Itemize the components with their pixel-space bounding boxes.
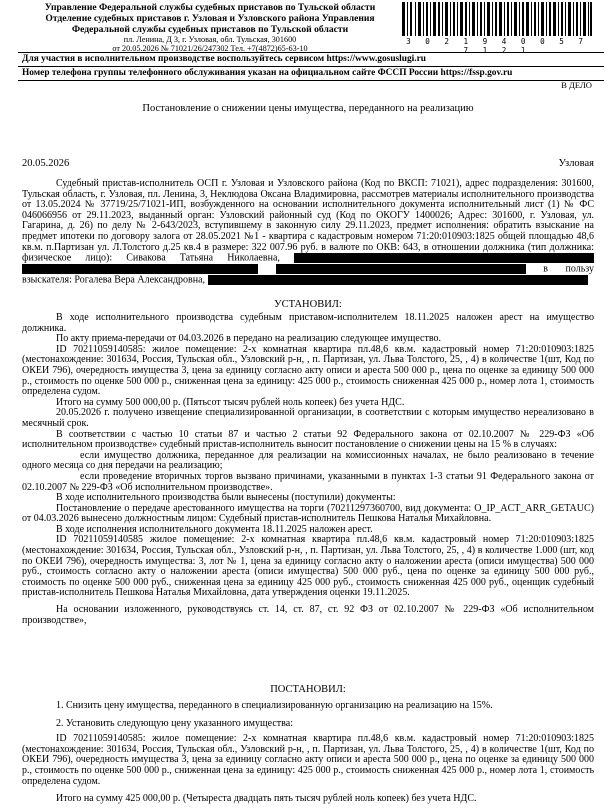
established-section — [22, 313, 594, 626]
established-paragraph: Итого на сумму 500 000,00 р. (Пятьсот тысяч рублей ноль копеек) без учета НДС. — [56, 396, 405, 408]
header-divider — [18, 52, 604, 53]
address-line: пл. Ленина, Д 3, г. Узловая, обл. Тульская, 301600 — [123, 35, 297, 44]
address-line: от 20.05.2026 № 71021/26/247302 Тел. +7(4872)65-63-10 — [112, 44, 308, 54]
established-paragraph: В ходе исполнительного производства были вынесены (поступили) документы: — [56, 492, 396, 504]
established-paragraph: если проведение вторичных торгов вызвано причинами, указанными в пунктах 1-3 статьи 91 Федерального закона от 02.10.2007 № 229-ФЗ «Об исполнительном производстве». — [22, 470, 594, 493]
filing-stamp: В ДЕЛО — [561, 80, 592, 90]
established-paragraph: ID 70211059140585: жилое помещение: 2-х комнатная квартира пл.48,6 кв.м. кадастровый номер 71:20:010903:1825 (местонахождение: 301634, Россия, Тульская обл., Узловский р-н, , п. Партизан, ул. Льва Толстого, 25, , 4) в количестве 1(шт, Код по ОКЕИ 796), очередность имущества 3, цена за единицу согласно акту описи и ареста 500 000 р., цена по оценке за единицу 500 000 р., стоимость по оценке 500 000 р., сниженная цена за единицу: 425 000 р., стоимость сниженная 425 000 р., номер лота 1, стоимость определена судом. — [22, 343, 594, 398]
established-paragraph: если имущество должника, переданное для реализации на комиссионных началах, не было реализовано в течение одного месяца со дня передачи на реализацию; — [22, 449, 594, 472]
document-city: Узловая — [558, 158, 594, 169]
resolved-paragraph: 1. Снизить цену имущества, переданного в специализированную организацию на реализацию на 15%. — [56, 700, 493, 711]
creditor-lead: в пользу взыскателя: — [22, 263, 595, 286]
resolved-heading: ПОСТАНОВИЛ: — [270, 684, 346, 695]
document-title: Постановление о снижении цены имущества, переданного на реализацию — [142, 103, 474, 114]
established-paragraph: В ходе исполнительного производства судебным приставом-исполнителем 18.11.2025 наложен арест на имущество должника. — [22, 312, 594, 334]
issuing-authority — [22, 3, 398, 35]
established-paragraph: На основании изложенного, руководствуясь ст. 14, ст. 87, ст. 92 ФЗ от 02.10.2007 № 229-ФЗ «Об исполнительном производстве», — [22, 604, 594, 626]
established-paragraph: Постановление о передаче арестованного имущества на торги (70211297360700, вид документа: O_IP_ACT_ARR_GETAUC) от 04.03.2026 вынесено должностным лицом: Судебный пристав-исполнитель Пешкова Наталья Михайловна. — [22, 502, 594, 525]
intro-text: Судебный пристав-исполнитель ОСП г. Узловая и Узловского района (Код по ВКСП: 71021), адрес подразделения: 301600, Тульская область, г. Узловая, пл. Ленина, 3, Неклюдова Оксана Владимировна, рассмотрев материалы исполнительного производства от 13.05.2024 № 37719/25/71021-ИП, возбужденного на основании исполнительного документа исполнительный лист (1) № ФС 046066956 от 29.11.2023, выданный орган: Узловский районный суд (Код по ОКОГУ 1400026; Адрес: 301600, г. Узловая, ул. Гагарина, д. 26) по делу № 2-643/2023, вступившему в законную силу 29.11.2023, предмет исполнения: обратить взыскание на предмет ипотеки по договору залога от 28.05.2021 №1 - квартира с кадастровым номером 71:20:010903:1825 общей площадью 48,6 кв.м. п.Партизан ул. Л.Толстого д.25 кв.4 в размере: 322 007.96 руб. в валюте по ОКВ: 643, в отношении должника (тип должника: физическое лицо): Сивакова Татьяна Николаевна, — [22, 178, 594, 264]
authority-address — [22, 35, 398, 53]
resolved-paragraph: Итого на сумму 425 000,00 р. (Четыреста двадцать пять тысяч рублей ноль копеек) без учета НДС. — [56, 793, 477, 805]
creditor-name: Рогалева Вера Александровна, — [74, 274, 206, 286]
document-date: 20.05.2026 — [22, 158, 70, 169]
fssp-phone-notice: Номер телефона группы телефонного обслуживания указан на официальном сайте ФССП России https://fssp.gov.ru — [22, 68, 513, 78]
established-paragraph: В соответствии с частью 10 статьи 87 и частью 2 статьи 92 Федерального закона от 02.10.2007 № 229-ФЗ «Об исполнительном производстве» судебный пристав-исполнитель выносит постановление о снижении цены на 15 % в случаях: — [22, 428, 594, 451]
header-divider — [18, 66, 604, 67]
resolved-paragraph: ID 70211059140585: жилое помещение: 2-х комнатная квартира пл.48,6 кв.м. кадастровый номер 71:20:010903:1825 (местонахождение: 301634, Россия, Тульская обл., Узловский р-н, , п. Партизан, ул. Льва Толстого, 25, , 4) в количестве 1(шт, Код по ОКЕИ 796), очередность имущества 3, цена за единицу согласно акту описи и ареста 500 000 р., цена по оценке за единицу 500 000 р., стоимость по оценке 500 000 р., сниженная цена за единицу: 425 000 р., стоимость сниженная 425 000 р., номер лота 1, стоимость определена судом. — [22, 733, 594, 787]
established-paragraph: В ходе исполнения исполнительного документа 18.11.2025 наложен арест. — [56, 523, 373, 535]
header-divider — [18, 80, 604, 81]
barcode-image — [402, 2, 592, 36]
redaction-bar — [276, 264, 526, 274]
established-paragraph: ID 70211059140585 жилое помещение: 2-х комнатная квартира пл.48,6 кв.м. кадастровый номер 71:20:010903:1825 (местонахождение: 301634, Россия, Тульская обл., Узловский р-н, , п. Партизан, ул. Льва Толстого, 25, , 4) в количестве 1.000 (шт, код по ОКЕИ 796), очередность имущества: 3, лот № 1, цена за единицу согласно акту о наложении ареста (описи имущества) 500 000 руб., стоимость согласно акту о наложении ареста (описи имущества) 500 000 руб., цена по оценке за единицу 500 000 руб., стоимость по оценке 500 000 руб., сниженная цена за единицу 425 000 руб., стоимость сниженная 425 000 руб., оценщик судебный пристав-исполнитель Пешкова Наталья Михайловна, дата утверждения оценки 19.11.2025. — [22, 534, 594, 599]
resolved-paragraph: 2. Установить следующую цену указанного имущества: — [56, 717, 293, 729]
redaction-bar — [208, 275, 588, 285]
org-line: Федеральной службы судебных приставов по Тульской области — [71, 23, 349, 35]
redaction-bar — [294, 253, 594, 263]
established-paragraph: 20.05.2026 г. получено извещение специализированной организации, в соответствии с которым имущество нереализовано в месячный срок. — [22, 407, 594, 429]
established-heading: УСТАНОВИЛ: — [274, 299, 342, 310]
intro-paragraph — [22, 179, 594, 286]
barcode-number: 3 0 2 1 9 4 0 0 5 7 7 1 2 1 — [406, 37, 588, 55]
redaction-bar — [22, 264, 258, 274]
org-line: Отделение судебных приставов г. Узловая и Узловского района Управления — [45, 12, 375, 24]
gosuslugi-notice: Для участия в исполнительном производстве воспользуйтесь сервисом https://www.gosuslugi.ru — [22, 54, 427, 64]
document-header — [0, 0, 616, 88]
established-paragraph: По акту приема-передачи от 04.03.2026 в передано на реализацию следующее имущество. — [56, 333, 442, 345]
resolved-section — [22, 701, 594, 805]
org-line: Управление Федеральной службы судебных приставов по Тульской области — [44, 2, 376, 13]
